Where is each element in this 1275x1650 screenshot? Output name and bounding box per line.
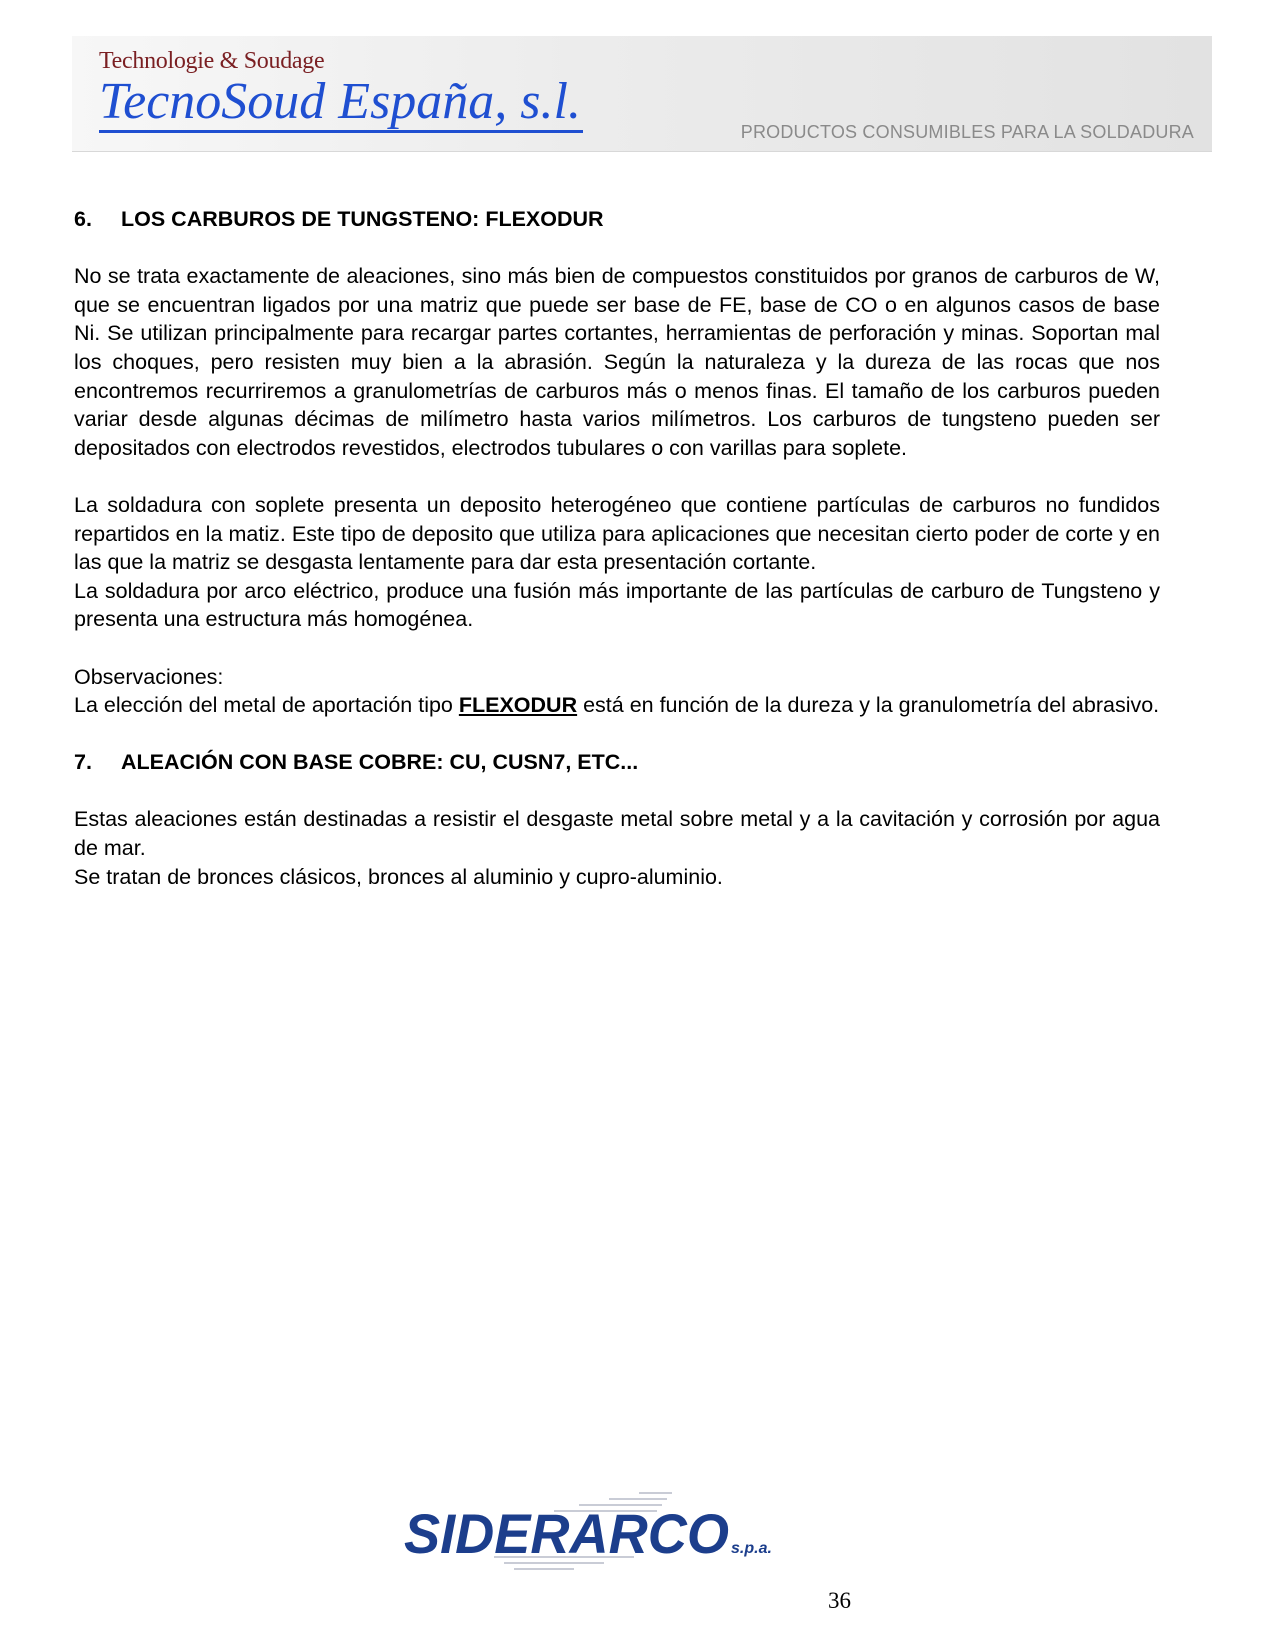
section-6-paragraph-1: No se trata exactamente de aleaciones, sino más bien de compuestos constituidos por granos de carburos de W, que se encuentran ligados por una matriz que puede ser base de FE, base de CO o en algunos casos de base Ni. Se utilizan principalmente para recargar partes cortantes, herramientas de perforación y minas. Soportan mal los choques, pero resisten muy bien a la abrasión. Según la naturaleza y la dureza de las rocas que nos encontremos recurriremos a granulometrías de carburos más o menos finas. El tamaño de los carburos pueden variar desde algunas décimas de milímetro hasta varios milímetros. Los carburos de tungsteno pueden ser depositados con electrodos revestidos, electrodos tubulares o con varillas para soplete. <box>74 264 1160 460</box>
flexodur-highlight: FLEXODUR <box>458 693 578 718</box>
page-header <box>72 36 1212 152</box>
siderarco-logo <box>404 1487 804 1577</box>
section-7-paragraph-2: Se tratan de bronces clásicos, bronces al aluminio y cupro-aluminio. <box>74 864 723 889</box>
section-6-heading <box>74 205 1160 234</box>
section-6-number: 6. <box>74 207 92 231</box>
section-6-paragraph-2: La soldadura con soplete presenta un deposito heterogéneo que contiene partículas de carburos no fundidos repartidos en la matiz. Este tipo de deposito que utiliza para aplicaciones que necesitan cierto poder de corte y en las que la matriz se desgasta lentamente para dar esta presentación cortante. <box>74 492 1160 575</box>
section-6-title: LOS CARBUROS DE TUNGSTENO: FLEXODUR <box>121 207 604 231</box>
observations-label: Observaciones: <box>74 664 224 689</box>
logo-wordmark: SIDERARCO <box>404 1502 729 1565</box>
section-6-paragraph-3: La soldadura por arco eléctrico, produce una fusión más importante de las partículas de carburo de Tungsteno y presenta una estructura más homogénea. <box>74 578 1160 632</box>
section-7-paragraph-1: Estas aleaciones están destinadas a resistir el desgaste metal sobre metal y a la cavitación y corrosión por agua de mar. <box>74 807 1160 861</box>
observations-text-start: La elección del metal de aportación tipo <box>74 693 459 718</box>
page-number: 36 <box>828 1588 851 1613</box>
document-body <box>74 205 1160 891</box>
section-7-heading <box>74 748 1160 777</box>
section-7-number: 7. <box>74 750 92 775</box>
observations-text <box>74 691 1160 720</box>
observations-text-end: está en función de la dureza y la granulometría del abrasivo. <box>577 693 1160 718</box>
header-tagline: PRODUCTOS CONSUMIBLES PARA LA SOLDADURA <box>740 122 1194 142</box>
logo-suffix: s.p.a. <box>731 1540 772 1557</box>
brand-subtitle: Technologie & Soudage <box>99 48 325 74</box>
section-7-title: ALEACIÓN CON BASE COBRE: CU, CUSN7, ETC... <box>121 750 639 775</box>
brand-title: TecnoSoud España, s.l. <box>99 74 583 133</box>
